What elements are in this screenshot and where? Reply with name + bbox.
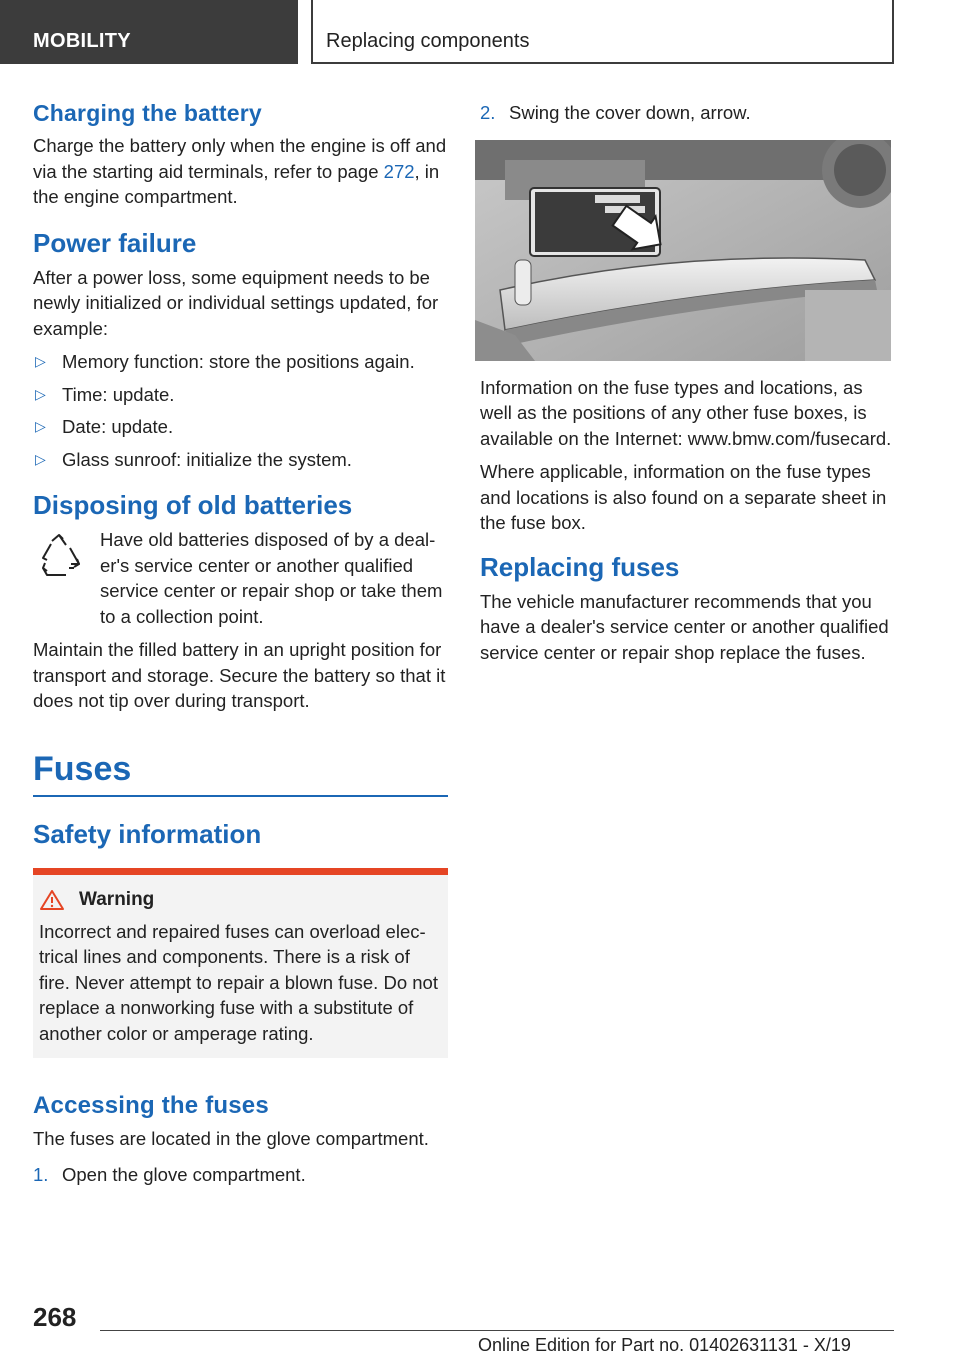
battery-transport-text: Maintain the filled battery in an upright position for transport and storage. Secure the battery so that it does not tip over during transport.	[33, 639, 446, 711]
accessing-intro: The fuses are located in the glove compartment.	[33, 1128, 429, 1149]
page-reference-link[interactable]: 272	[383, 160, 415, 182]
recycle-icon	[33, 531, 85, 583]
safety-section	[33, 819, 448, 1059]
right-column	[480, 100, 896, 673]
left-column	[33, 100, 448, 1194]
step-text: Open the glove compartment.	[62, 1163, 306, 1185]
accessing-steps	[33, 1162, 448, 1188]
power-failure-list	[33, 349, 448, 472]
header-chapter-tab	[311, 0, 894, 64]
warning-label: Warning	[79, 888, 155, 910]
list-item-text: Time: update.	[62, 383, 175, 405]
footer-divider	[100, 1330, 894, 1331]
charging-text-after: , in the engine compartment.	[33, 160, 440, 207]
recycle-block	[33, 527, 448, 629]
fuse-info-text: Information on the fuse types and locations, as well as the positions of any other fuse boxes, is available on the Internet: www.bmw.com/fusecard.	[480, 376, 892, 449]
list-item-text: Glass sunroof: initialize the system.	[62, 448, 352, 470]
header-section-tab	[0, 0, 298, 64]
bullet-triangle-icon: ▷	[35, 385, 46, 402]
charging-text-before: Charge the battery only when the engine is off and via the starting aid terminals, refer to page	[33, 135, 447, 182]
bullet-triangle-icon: ▷	[35, 450, 46, 467]
list-item	[33, 414, 448, 440]
header-chapter-label: Replacing components	[326, 30, 530, 52]
cover-steps	[480, 100, 896, 126]
list-item	[33, 349, 448, 375]
power-failure-section	[33, 228, 448, 473]
disposing-heading: Disposing of old batteries	[33, 490, 353, 520]
bullet-triangle-icon: ▷	[35, 418, 46, 434]
step-item	[480, 100, 896, 126]
disposing-section	[33, 490, 448, 714]
replacing-fuses-heading: Replacing fuses	[480, 551, 680, 582]
fuses-heading: Fuses	[33, 750, 448, 797]
footer-edition: Online Edition for Part no. 01402631131 - X/19	[478, 1335, 851, 1355]
warning-triangle-icon	[39, 889, 65, 911]
warning-header	[39, 889, 438, 911]
step-text: Swing the cover down, arrow.	[509, 102, 751, 123]
safety-heading: Safety information	[33, 818, 262, 849]
charging-heading: Charging the battery	[33, 100, 262, 126]
bullet-triangle-icon: ▷	[35, 353, 46, 369]
charging-text	[33, 133, 448, 210]
accessing-heading: Accessing the fuses	[33, 1092, 269, 1119]
replacing-fuses-section	[480, 552, 896, 666]
disposing-text: Have old batteries disposed of by a dealer's service center or another qualified service center or repair shop or take them to a collection point.	[100, 529, 443, 627]
glove-compartment-photo	[475, 140, 891, 361]
step-item	[33, 1162, 448, 1188]
power-failure-intro: After a power loss, some equipment needs to be newly initialized or individual settings updated, for example:	[33, 266, 439, 339]
page-number: 268	[33, 1302, 77, 1332]
replacing-fuses-text: The vehicle manufacturer recommends that you have a dealer's service center or another qualified service center or repair shop replace the fuses.	[480, 590, 889, 663]
list-item	[33, 447, 448, 473]
warning-text: Incorrect and repaired fuses can overload electrical lines and components. There is a risk of fire. Never attempt to repair a blown fuse. Do not replace a nonworking fuse with a substitute of another color or amperage rating.	[39, 920, 438, 1044]
charging-section	[33, 100, 448, 210]
power-failure-heading: Power failure	[33, 227, 197, 258]
accessing-section	[33, 1092, 448, 1187]
fuse-sheet-text: Where applicable, information on the fuse types and locations is also found on a separate sheet in the fuse box.	[480, 461, 887, 533]
list-item	[33, 382, 448, 408]
header-section-label: MOBILITY	[33, 30, 131, 52]
warning-box	[33, 868, 448, 1059]
list-item-text: Memory function: store the positions again.	[62, 351, 415, 372]
list-item-text: Date: update.	[62, 416, 174, 437]
step-number: 2.	[480, 102, 496, 123]
step-number: 1.	[33, 1163, 49, 1185]
